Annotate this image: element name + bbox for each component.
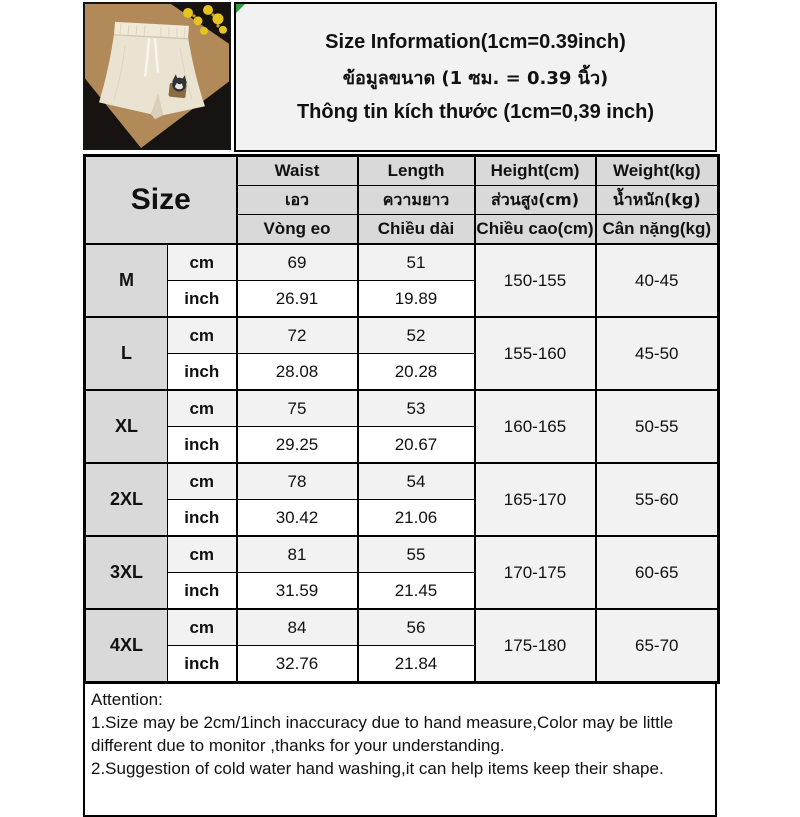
height-range: 150-155 (475, 244, 596, 317)
size-label: 3XL (85, 536, 168, 609)
height-range: 170-175 (475, 536, 596, 609)
title-en: Size Information(1cm=0.39inch) (325, 30, 626, 53)
length-cm-value: 51 (358, 244, 475, 281)
unit-cm-cell: cm (168, 536, 237, 573)
weight-range: 60-65 (596, 536, 719, 609)
top-section (83, 2, 717, 152)
unit-inch-cell: inch (168, 354, 237, 391)
weight-range: 40-45 (596, 244, 719, 317)
height-range: 155-160 (475, 317, 596, 390)
length-cm-value: 53 (358, 390, 475, 427)
unit-cm-cell: cm (168, 317, 237, 354)
height-header-th: ส่วนสูง(cm) (475, 186, 596, 215)
height-header-en: Height(cm) (475, 156, 596, 186)
size-label: 4XL (85, 609, 168, 683)
weight-header-th: น้ำหนัก(kg) (596, 186, 719, 215)
length-inch-value: 21.06 (358, 500, 475, 537)
height-range: 160-165 (475, 390, 596, 463)
length-cm-value: 55 (358, 536, 475, 573)
unit-inch-cell: inch (168, 281, 237, 318)
size-table (83, 154, 720, 684)
size-label: 2XL (85, 463, 168, 536)
title-box (234, 2, 717, 152)
waist-inch-value: 28.08 (237, 354, 358, 391)
length-inch-value: 19.89 (358, 281, 475, 318)
table-row (85, 536, 719, 573)
length-inch-value: 20.28 (358, 354, 475, 391)
waist-cm-value: 75 (237, 390, 358, 427)
table-row (85, 244, 719, 281)
table-row (85, 463, 719, 500)
length-cm-value: 56 (358, 609, 475, 646)
table-row (85, 317, 719, 354)
waist-inch-value: 31.59 (237, 573, 358, 610)
shorts-photo-graphic (85, 4, 229, 148)
unit-inch-cell: inch (168, 646, 237, 683)
unit-inch-cell: inch (168, 500, 237, 537)
unit-cm-cell: cm (168, 390, 237, 427)
size-table-body (85, 244, 719, 683)
size-column-header: Size (85, 156, 237, 245)
attention-note-2: 2.Suggestion of cold water hand washing,it can help items keep their shape. (91, 759, 664, 779)
waist-cm-value: 72 (237, 317, 358, 354)
length-inch-value: 21.84 (358, 646, 475, 683)
green-corner-marker-icon (236, 4, 245, 13)
length-cm-value: 54 (358, 463, 475, 500)
weight-range: 45-50 (596, 317, 719, 390)
length-header-en: Length (358, 156, 475, 186)
size-chart-page (83, 0, 717, 817)
waist-header-th: เอว (237, 186, 358, 215)
unit-inch-cell: inch (168, 573, 237, 610)
product-photo (83, 2, 231, 150)
table-row (85, 390, 719, 427)
unit-cm-cell: cm (168, 244, 237, 281)
size-label: XL (85, 390, 168, 463)
table-row (85, 609, 719, 646)
unit-inch-cell: inch (168, 427, 237, 464)
size-label: L (85, 317, 168, 390)
waist-inch-value: 30.42 (237, 500, 358, 537)
unit-cm-cell: cm (168, 609, 237, 646)
weight-range: 55-60 (596, 463, 719, 536)
waist-header-vi: Vòng eo (237, 215, 358, 245)
waist-inch-value: 32.76 (237, 646, 358, 683)
title-th: ข้อมูลขนาด (1 ซม. = 0.39 นิ้ว) (342, 67, 609, 89)
waist-cm-value: 84 (237, 609, 358, 646)
length-header-vi: Chiều dài (358, 215, 475, 245)
weight-header-vi: Cân nặng(kg) (596, 215, 719, 245)
weight-range: 50-55 (596, 390, 719, 463)
length-inch-value: 21.45 (358, 573, 475, 610)
weight-header-en: Weight(kg) (596, 156, 719, 186)
attention-note-1: 1.Size may be 2cm/1inch inaccuracy due to hand measure,Color may be little different due to monitor ,thanks for your understanding. (91, 713, 674, 756)
header-row-en (85, 156, 719, 186)
height-range: 165-170 (475, 463, 596, 536)
attention-box (83, 684, 717, 817)
waist-cm-value: 69 (237, 244, 358, 281)
waist-cm-value: 81 (237, 536, 358, 573)
weight-range: 65-70 (596, 609, 719, 683)
unit-cm-cell: cm (168, 463, 237, 500)
title-vi: Thông tin kích thước (1cm=0,39 inch) (296, 100, 655, 123)
height-header-vi: Chiều cao(cm) (475, 215, 596, 245)
waist-inch-value: 26.91 (237, 281, 358, 318)
attention-heading: Attention: (91, 690, 163, 709)
size-label: M (85, 244, 168, 317)
waist-cm-value: 78 (237, 463, 358, 500)
waist-inch-value: 29.25 (237, 427, 358, 464)
waist-header-en: Waist (237, 156, 358, 186)
size-table-header (85, 156, 719, 245)
length-cm-value: 52 (358, 317, 475, 354)
length-header-th: ความยาว (358, 186, 475, 215)
height-range: 175-180 (475, 609, 596, 683)
length-inch-value: 20.67 (358, 427, 475, 464)
